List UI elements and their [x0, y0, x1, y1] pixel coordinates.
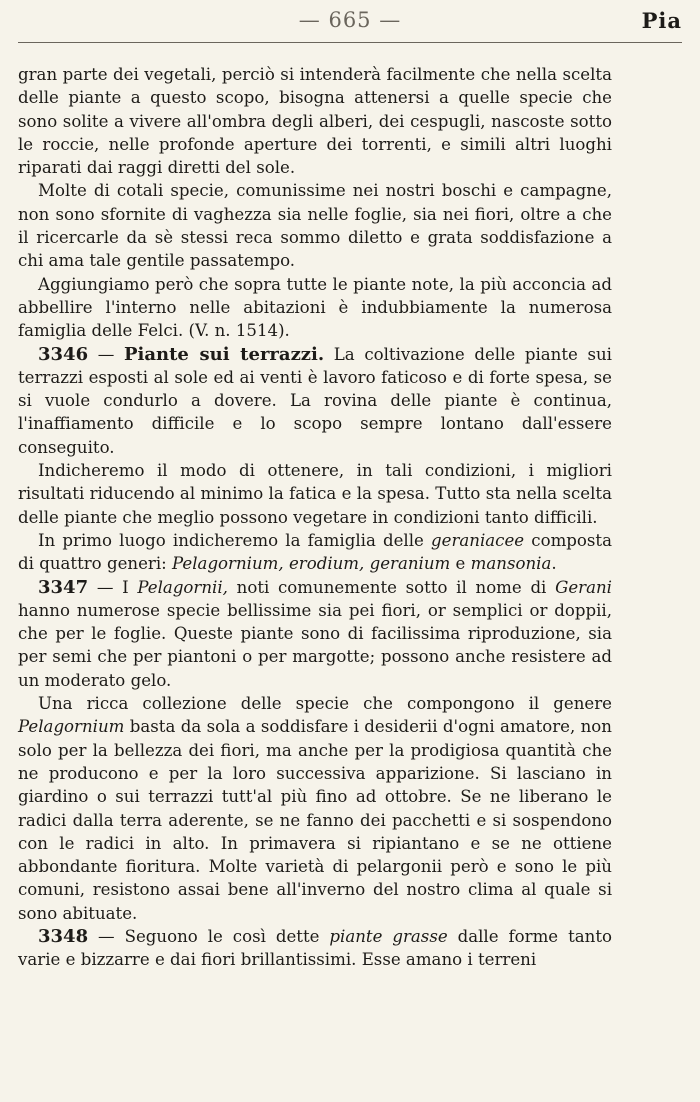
section-number: 3346	[38, 343, 89, 365]
paragraph-continued: gran parte dei vegetali, perciò si intenderà facilmente che nella scelta delle piante a questo scopo, bisogna attenersi a quelle specie che sono solite a vivere all'ombra degli alberi, dei cespugli, nascoste sotto le roccie, nelle profonde aperture dei torrenti, e simili altri luoghi riparati dai raggi diretti del sole.	[18, 65, 612, 178]
paragraph	[18, 692, 612, 925]
section-heading: Piante sui terrazzi.	[123, 343, 325, 365]
header-rule	[18, 42, 682, 43]
text-run: In primo luogo indicheremo la famiglia delle	[38, 530, 432, 550]
body-text	[18, 63, 612, 972]
text-run: — Seguono le così dette	[88, 926, 330, 946]
text-run: Una ricca collezione delle specie che compongono il genere	[38, 694, 612, 714]
section-3348	[18, 925, 612, 972]
section-3346	[18, 343, 612, 459]
italic-term: Gerani	[555, 577, 612, 597]
paragraph	[18, 529, 612, 576]
text-run: hanno numerose specie bellissime sia pei fiori, or semplici or doppii, che per le foglie. Queste piante sono di facilissima riproduzione, sia per semi che per piantoni o per margotte; possono anche resistere ad un moderato gelo.	[18, 600, 612, 690]
running-head: Pia	[641, 8, 682, 33]
italic-term: Pelagornium, erodium, geranium	[172, 554, 451, 574]
dash: —	[88, 344, 124, 364]
section-3347	[18, 576, 612, 692]
paragraph: Molte di cotali specie, comunissime nei nostri boschi e campagne, non sono sfornite di vaghezza sia nelle foglie, sia nei fiori, oltre a che il ricercarle da sè stessi reca sommo diletto e grata soddisfazione a chi ama tale gentile passatempo.	[18, 181, 612, 271]
paragraph: Indicheremo il modo di ottenere, in tali condizioni, i migliori risultati riducendo al minimo la fatica e la spesa. Tutto sta nella scelta delle piante che meglio possono vegetare in condizioni tanto difficili.	[18, 461, 612, 527]
section-number: 3347	[38, 576, 89, 598]
text-run: .	[551, 554, 557, 574]
section-text: La coltivazione delle piante sui terrazzi esposti al sole ed ai venti è lavoro faticoso e di forte spesa, se si vuole condurlo a dovere. La rovina delle piante è continua, l'inaffiamento difficile e lo scopo sempre lontano dall'essere conseguito.	[18, 344, 612, 457]
text-run: composta di quattro generi:	[18, 530, 612, 574]
paragraph: Aggiungiamo però che sopra tutte le piante note, la più acconcia ad abbellire l'interno nelle abitazioni è indubbiamente la numerosa famiglia delle Felci. (V. n. 1514).	[18, 274, 612, 341]
text-run: basta da sola a soddisfare i desiderii d'ogni amatore, non solo per la bellezza dei fiori, ma anche per la prodigiosa quantità che ne producono e per la loro successiva apparizione. Si lasciano in giardino o sui terrazzi tutt'al più fino ad ottobre. Se ne liberano le radici dalla terra aderente, se ne fanno dei pacchetti e si sospendono con le radici in alto. In primavera si ripiantano e se ne ottiene abbondante fioritura. Molte varietà di pelargonii però e sono le più comuni, resistono assai bene all'inverno del nostro clima al quale si sono abituate.	[18, 717, 612, 923]
text-run: dalle forme tanto varie e bizzarre e dai fiori brillantissimi. Esse amano i terreni	[18, 926, 612, 970]
italic-term: geraniacee	[431, 530, 525, 550]
text-run: — I	[88, 577, 138, 597]
text-run: e	[450, 554, 471, 574]
italic-term: piante grasse	[329, 926, 448, 946]
italic-term: Pelagornii,	[137, 577, 228, 597]
section-number: 3348	[38, 925, 89, 947]
page-header	[18, 8, 682, 38]
page-number: — 665 —	[298, 8, 402, 32]
italic-term: Pelagornium	[18, 717, 125, 737]
text-run: noti comunemente sotto il nome di	[227, 577, 556, 597]
italic-term: mansonia	[470, 554, 552, 574]
